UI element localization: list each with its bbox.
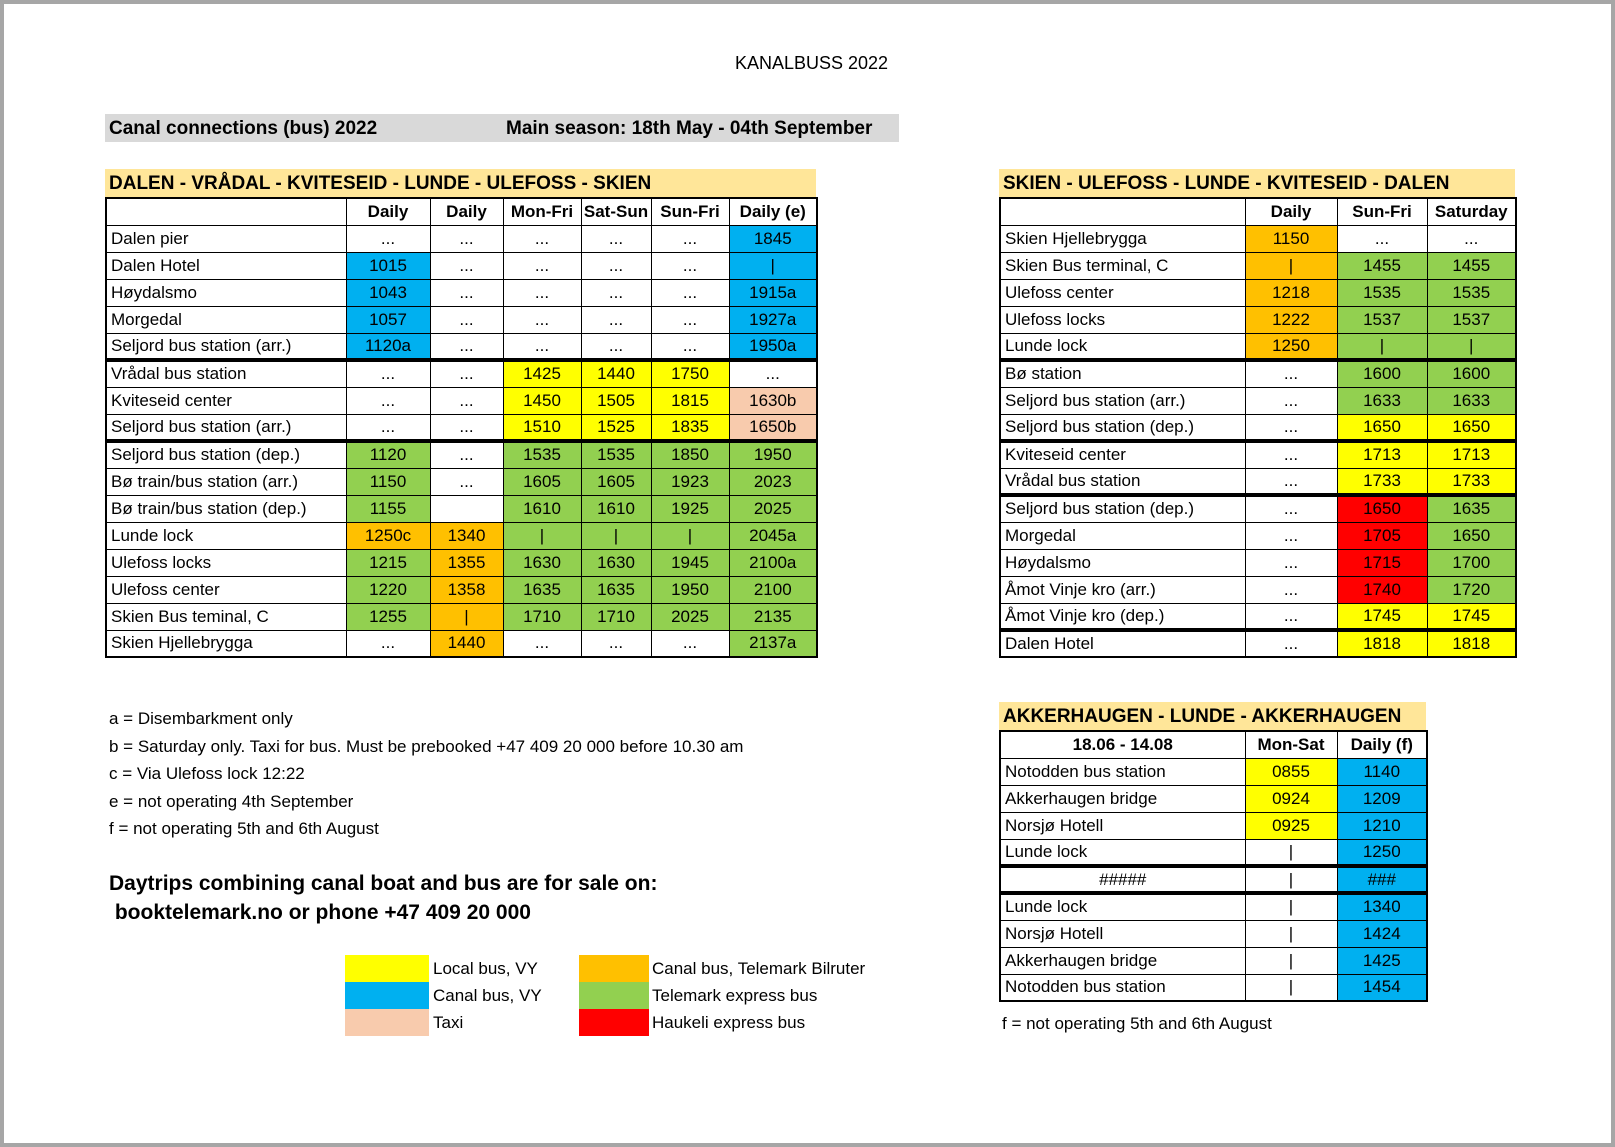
- table-row: [1000, 893, 1427, 920]
- departure-time-cell: 1713: [1337, 441, 1427, 468]
- departure-time-cell: |: [1337, 333, 1427, 360]
- table-header-row: [1000, 731, 1427, 758]
- table-row: [106, 603, 817, 630]
- departure-time-cell: 1505: [581, 387, 651, 414]
- stop-name: Lunde lock: [1000, 839, 1245, 866]
- departure-time-cell: 0855: [1245, 758, 1337, 785]
- departure-time-cell: 1700: [1427, 549, 1516, 576]
- table-row: [1000, 947, 1427, 974]
- departure-time-cell: 1455: [1337, 252, 1427, 279]
- table-row: [106, 468, 817, 495]
- departure-time-cell: 1209: [1337, 785, 1427, 812]
- departure-time-cell: ...: [1245, 549, 1337, 576]
- table-row: [1000, 974, 1427, 1001]
- departure-time-cell: ...: [430, 441, 503, 468]
- departure-time-cell: 1745: [1337, 603, 1427, 630]
- departure-time-cell: ...: [581, 333, 651, 360]
- departure-time-cell: ...: [581, 630, 651, 657]
- departure-time-cell: |: [581, 522, 651, 549]
- departure-time-cell: 1635: [581, 576, 651, 603]
- departure-time-cell: |: [651, 522, 729, 549]
- departure-time-cell: ...: [651, 225, 729, 252]
- departure-time-cell: 1850: [651, 441, 729, 468]
- departure-time-cell: 1015: [346, 252, 430, 279]
- stop-name: Kviteseid center: [106, 387, 346, 414]
- stop-name: Seljord bus station (dep.): [106, 441, 346, 468]
- departure-time-cell: ...: [651, 252, 729, 279]
- departure-time-cell: 1818: [1337, 630, 1427, 657]
- table-row: [106, 576, 817, 603]
- footnotes: [109, 705, 743, 843]
- table1-title: DALEN - VRÅDAL - KVITESEID - LUNDE - ULEFOSS - SKIEN: [109, 173, 652, 194]
- season-banner: [105, 114, 899, 142]
- departure-time-cell: 1255: [346, 603, 430, 630]
- note-c: c = Via Ulefoss lock 12:22: [109, 764, 305, 783]
- departure-time-cell: |: [729, 252, 817, 279]
- departure-time-cell: |: [503, 522, 581, 549]
- departure-time-cell: 1120: [346, 441, 430, 468]
- departure-time-cell: 1818: [1427, 630, 1516, 657]
- stop-name: Bø station: [1000, 360, 1245, 387]
- stop-name: Seljord bus station (dep.): [1000, 414, 1245, 441]
- departure-time-cell: 1745: [1427, 603, 1516, 630]
- legend-label: Canal bus, VY: [433, 986, 542, 1005]
- departure-time-cell: 2100: [729, 576, 817, 603]
- stop-name: Norsjø Hotell: [1000, 812, 1245, 839]
- stop-name: Vrådal bus station: [106, 360, 346, 387]
- table2-title: SKIEN - ULEFOSS - LUNDE - KVITESEID - DALEN: [1003, 173, 1450, 194]
- departure-time-cell: 1650: [1427, 522, 1516, 549]
- departure-time-cell: 1355: [430, 549, 503, 576]
- daytrips-line1: Daytrips combining canal boat and bus are for sale on:: [109, 872, 658, 895]
- departure-time-cell: ...: [651, 333, 729, 360]
- departure-time-cell: ...: [503, 630, 581, 657]
- departure-time-cell: 1835: [651, 414, 729, 441]
- departure-time-cell: ...: [651, 279, 729, 306]
- stop-name: #####: [1000, 866, 1245, 893]
- departure-time-cell: ...: [1245, 468, 1337, 495]
- departure-time-cell: 1210: [1337, 812, 1427, 839]
- table-row: [1000, 549, 1516, 576]
- departure-time-cell: ...: [1245, 603, 1337, 630]
- document-title: KANALBUSS 2022: [734, 53, 889, 73]
- departure-time-cell: ...: [430, 360, 503, 387]
- departure-time-cell: 1525: [581, 414, 651, 441]
- departure-time-cell: 1815: [651, 387, 729, 414]
- departure-time-cell: ...: [430, 252, 503, 279]
- table-row: [106, 252, 817, 279]
- departure-time-cell: 1635: [1427, 495, 1516, 522]
- stop-name: Bø train/bus station (arr.): [106, 468, 346, 495]
- departure-time-cell: 1633: [1427, 387, 1516, 414]
- table-row: [1000, 468, 1516, 495]
- departure-time-cell: ...: [346, 414, 430, 441]
- stop-name: Bø train/bus station (dep.): [106, 495, 346, 522]
- departure-time-cell: ...: [503, 306, 581, 333]
- stop-name: Seljord bus station (arr.): [106, 333, 346, 360]
- departure-time-cell: 1715: [1337, 549, 1427, 576]
- stop-name: Notodden bus station: [1000, 974, 1245, 1001]
- departure-time-cell: ...: [651, 306, 729, 333]
- departure-time-cell: |: [1245, 974, 1337, 1001]
- departure-time-cell: 1215: [346, 549, 430, 576]
- departure-time-cell: [430, 495, 503, 522]
- departure-time-cell: ...: [581, 252, 651, 279]
- stop-name: Notodden bus station: [1000, 758, 1245, 785]
- stop-name: Dalen Hotel: [106, 252, 346, 279]
- departure-time-cell: 1630: [503, 549, 581, 576]
- departure-time-cell: 1923: [651, 468, 729, 495]
- table3-title-bar: [999, 702, 1426, 730]
- table-row: [1000, 333, 1516, 360]
- legend-swatch-yellow: [345, 955, 429, 982]
- departure-time-cell: 1650: [1337, 495, 1427, 522]
- legend-swatch-green: [579, 982, 649, 1009]
- timetable-akkerhaugen: [999, 730, 1428, 1002]
- stop-name: Akkerhaugen bridge: [1000, 947, 1245, 974]
- table-row: [106, 333, 817, 360]
- departure-time-cell: 1630: [581, 549, 651, 576]
- table2-title-bar: [999, 169, 1515, 197]
- departure-time-cell: ...: [581, 306, 651, 333]
- departure-time-cell: ...: [1245, 576, 1337, 603]
- table-row: [106, 306, 817, 333]
- departure-time-cell: 1222: [1245, 306, 1337, 333]
- note-b: b = Saturday only. Taxi for bus. Must be prebooked +47 409 20 000 before 10.30 am: [109, 736, 744, 756]
- stop-name: Åmot Vinje kro (arr.): [1000, 576, 1245, 603]
- departure-time-cell: 1150: [1245, 225, 1337, 252]
- legend-label: Local bus, VY: [433, 959, 538, 978]
- timetable-skien-dalen: [999, 197, 1517, 658]
- departure-time-cell: |: [1245, 839, 1337, 866]
- departure-time-cell: 1740: [1337, 576, 1427, 603]
- departure-time-cell: 2137a: [729, 630, 817, 657]
- departure-time-cell: 1845: [729, 225, 817, 252]
- departure-time-cell: |: [1245, 920, 1337, 947]
- table-header-row: [1000, 198, 1516, 225]
- departure-time-cell: 1535: [503, 441, 581, 468]
- departure-time-cell: ...: [430, 414, 503, 441]
- legend-swatch-red: [579, 1009, 649, 1036]
- departure-time-cell: ...: [430, 387, 503, 414]
- table-row: [106, 630, 817, 657]
- departure-time-cell: ...: [346, 630, 430, 657]
- departure-time-cell: |: [1245, 866, 1337, 893]
- column-header: Sun-Fri: [1337, 198, 1427, 225]
- departure-time-cell: ...: [1245, 360, 1337, 387]
- departure-time-cell: ...: [729, 360, 817, 387]
- stop-name: Lunde lock: [1000, 893, 1245, 920]
- departure-time-cell: 1600: [1427, 360, 1516, 387]
- departure-time-cell: 1425: [1337, 947, 1427, 974]
- table-row: [1000, 576, 1516, 603]
- departure-time-cell: 2100a: [729, 549, 817, 576]
- departure-time-cell: 1610: [503, 495, 581, 522]
- column-header: [1000, 198, 1245, 225]
- stop-name: Seljord bus station (arr.): [1000, 387, 1245, 414]
- departure-time-cell: 2135: [729, 603, 817, 630]
- departure-time-cell: 1733: [1427, 468, 1516, 495]
- departure-time-cell: |: [1245, 947, 1337, 974]
- column-header: Mon-Fri: [503, 198, 581, 225]
- departure-time-cell: ...: [430, 333, 503, 360]
- departure-time-cell: 1537: [1427, 306, 1516, 333]
- table-header-row: [106, 198, 817, 225]
- departure-time-cell: ...: [581, 279, 651, 306]
- stop-name: Åmot Vinje kro (dep.): [1000, 603, 1245, 630]
- daytrips-notice: [109, 869, 657, 927]
- departure-time-cell: 1340: [1337, 893, 1427, 920]
- departure-time-cell: 1440: [430, 630, 503, 657]
- departure-time-cell: 1250: [1337, 839, 1427, 866]
- departure-time-cell: 1605: [581, 468, 651, 495]
- table1-title-bar: [105, 169, 816, 197]
- table-row: [106, 441, 817, 468]
- table-row: [106, 387, 817, 414]
- stop-name: Seljord bus station (dep.): [1000, 495, 1245, 522]
- departure-time-cell: 2025: [729, 495, 817, 522]
- legend-swatch-peach: [345, 1009, 429, 1036]
- legend-swatch-blue: [345, 982, 429, 1009]
- table-row: [1000, 522, 1516, 549]
- table-row: [106, 549, 817, 576]
- column-header: Sun-Fri: [651, 198, 729, 225]
- note-f: f = not operating 5th and 6th August: [109, 819, 379, 838]
- departure-time-cell: 1945: [651, 549, 729, 576]
- departure-time-cell: ...: [503, 333, 581, 360]
- table-row: [1000, 495, 1516, 522]
- legend-label: Canal bus, Telemark Bilruter: [652, 959, 866, 978]
- table-row: [1000, 387, 1516, 414]
- stop-name: Skien Bus terminal, C: [1000, 252, 1245, 279]
- departure-time-cell: ...: [1245, 630, 1337, 657]
- table-row: [1000, 785, 1427, 812]
- departure-time-cell: ...: [1427, 225, 1516, 252]
- stop-name: Høydalsmo: [1000, 549, 1245, 576]
- departure-time-cell: 1925: [651, 495, 729, 522]
- departure-time-cell: |: [1245, 252, 1337, 279]
- stop-name: Skien Bus teminal, C: [106, 603, 346, 630]
- departure-time-cell: 1633: [1337, 387, 1427, 414]
- departure-time-cell: 1535: [1337, 279, 1427, 306]
- departure-time-cell: 1750: [651, 360, 729, 387]
- departure-time-cell: |: [1245, 893, 1337, 920]
- stop-name: Lunde lock: [106, 522, 346, 549]
- column-header: Daily (e): [729, 198, 817, 225]
- departure-time-cell: ...: [503, 225, 581, 252]
- departure-time-cell: 1510: [503, 414, 581, 441]
- departure-time-cell: 1535: [1427, 279, 1516, 306]
- departure-time-cell: ...: [1245, 441, 1337, 468]
- legend-label: Taxi: [433, 1013, 464, 1032]
- departure-time-cell: 1635: [503, 576, 581, 603]
- table-row: [1000, 920, 1427, 947]
- departure-time-cell: 1720: [1427, 576, 1516, 603]
- departure-time-cell: 1950a: [729, 333, 817, 360]
- departure-time-cell: 0924: [1245, 785, 1337, 812]
- stop-name: Lunde lock: [1000, 333, 1245, 360]
- stop-name: Kviteseid center: [1000, 441, 1245, 468]
- departure-time-cell: 1450: [503, 387, 581, 414]
- column-header: [106, 198, 346, 225]
- departure-time-cell: ...: [1337, 225, 1427, 252]
- stop-name: Skien Hjellebrygga: [1000, 225, 1245, 252]
- departure-time-cell: 1440: [581, 360, 651, 387]
- stop-name: Morgedal: [1000, 522, 1245, 549]
- departure-time-cell: 1915a: [729, 279, 817, 306]
- table-row: [106, 279, 817, 306]
- column-header: 18.06 - 14.08: [1000, 731, 1245, 758]
- departure-time-cell: 1057: [346, 306, 430, 333]
- departure-time-cell: 1710: [503, 603, 581, 630]
- departure-time-cell: 1630b: [729, 387, 817, 414]
- timetable-dalen-skien: [105, 197, 818, 658]
- departure-time-cell: 1710: [581, 603, 651, 630]
- departure-time-cell: 2023: [729, 468, 817, 495]
- departure-time-cell: ...: [430, 306, 503, 333]
- departure-time-cell: 1155: [346, 495, 430, 522]
- column-header: Saturday: [1427, 198, 1516, 225]
- departure-time-cell: ...: [346, 387, 430, 414]
- stop-name: Ulefoss locks: [106, 549, 346, 576]
- departure-time-cell: 1605: [503, 468, 581, 495]
- departure-time-cell: ...: [1245, 414, 1337, 441]
- table3-title: AKKERHAUGEN - LUNDE - AKKERHAUGEN: [1003, 706, 1402, 727]
- table-row: [1000, 252, 1516, 279]
- departure-time-cell: 1425: [503, 360, 581, 387]
- table-row: [1000, 630, 1516, 657]
- column-header: Daily (f): [1337, 731, 1427, 758]
- departure-time-cell: ...: [346, 225, 430, 252]
- table-row: [1000, 225, 1516, 252]
- table-row: [1000, 360, 1516, 387]
- table3-footnote: f = not operating 5th and 6th August: [1002, 1014, 1272, 1033]
- departure-time-cell: 1220: [346, 576, 430, 603]
- departure-time-cell: 1340: [430, 522, 503, 549]
- departure-time-cell: ...: [503, 279, 581, 306]
- stop-name: Norsjø Hotell: [1000, 920, 1245, 947]
- departure-time-cell: 0925: [1245, 812, 1337, 839]
- departure-time-cell: 1600: [1337, 360, 1427, 387]
- departure-time-cell: 2045a: [729, 522, 817, 549]
- departure-time-cell: 1150: [346, 468, 430, 495]
- departure-time-cell: 1218: [1245, 279, 1337, 306]
- note-e: e = not operating 4th September: [109, 791, 354, 811]
- legend-swatch-orange: [579, 955, 649, 982]
- departure-time-cell: 1537: [1337, 306, 1427, 333]
- departure-time-cell: 1250c: [346, 522, 430, 549]
- stop-name: Dalen Hotel: [1000, 630, 1245, 657]
- departure-time-cell: ...: [1245, 387, 1337, 414]
- stop-name: Ulefoss center: [106, 576, 346, 603]
- departure-time-cell: 1650b: [729, 414, 817, 441]
- departure-time-cell: 1250: [1245, 333, 1337, 360]
- table-row: [106, 522, 817, 549]
- departure-time-cell: 1733: [1337, 468, 1427, 495]
- departure-time-cell: 1950: [729, 441, 817, 468]
- departure-time-cell: 1610: [581, 495, 651, 522]
- stop-name: Dalen pier: [106, 225, 346, 252]
- table-row: [106, 414, 817, 441]
- departure-time-cell: ...: [1245, 495, 1337, 522]
- departure-time-cell: 1705: [1337, 522, 1427, 549]
- departure-time-cell: 1043: [346, 279, 430, 306]
- table-row: [1000, 414, 1516, 441]
- departure-time-cell: 1650: [1337, 414, 1427, 441]
- departure-time-cell: ...: [346, 360, 430, 387]
- note-a: a = Disembarkment only: [109, 709, 293, 728]
- departure-time-cell: ...: [430, 468, 503, 495]
- table-row: [106, 225, 817, 252]
- stop-name: Akkerhaugen bridge: [1000, 785, 1245, 812]
- departure-time-cell: ...: [651, 630, 729, 657]
- table-row: [1000, 758, 1427, 785]
- table-row: [1000, 866, 1427, 893]
- column-header: Daily: [1245, 198, 1337, 225]
- departure-time-cell: 2025: [651, 603, 729, 630]
- stop-name: Høydalsmo: [106, 279, 346, 306]
- legend-label: Telemark express bus: [652, 986, 818, 1005]
- departure-time-cell: 1454: [1337, 974, 1427, 1001]
- daytrips-line2: booktelemark.no or phone +47 409 20 000: [109, 901, 531, 924]
- departure-time-cell: 1927a: [729, 306, 817, 333]
- departure-time-cell: 1713: [1427, 441, 1516, 468]
- column-header: Mon-Sat: [1245, 731, 1337, 758]
- table-row: [106, 360, 817, 387]
- departure-time-cell: 1424: [1337, 920, 1427, 947]
- departure-time-cell: ...: [503, 252, 581, 279]
- table-row: [1000, 306, 1516, 333]
- table-row: [1000, 279, 1516, 306]
- departure-time-cell: 1140: [1337, 758, 1427, 785]
- banner-title: Canal connections (bus) 2022: [109, 118, 378, 139]
- stop-name: Ulefoss center: [1000, 279, 1245, 306]
- stop-name: Seljord bus station (arr.): [106, 414, 346, 441]
- table-row: [1000, 812, 1427, 839]
- departure-time-cell: 1650: [1427, 414, 1516, 441]
- departure-time-cell: 1358: [430, 576, 503, 603]
- table-row: [106, 495, 817, 522]
- stop-name: Skien Hjellebrygga: [106, 630, 346, 657]
- departure-time-cell: ###: [1337, 866, 1427, 893]
- departure-time-cell: 1950: [651, 576, 729, 603]
- departure-time-cell: ...: [430, 225, 503, 252]
- departure-time-cell: ...: [1245, 522, 1337, 549]
- table-row: [1000, 839, 1427, 866]
- stop-name: Morgedal: [106, 306, 346, 333]
- banner-season: Main season: 18th May - 04th September: [506, 118, 873, 139]
- departure-time-cell: |: [1427, 333, 1516, 360]
- departure-time-cell: 1535: [581, 441, 651, 468]
- departure-time-cell: |: [430, 603, 503, 630]
- legend-label: Haukeli express bus: [652, 1013, 806, 1032]
- column-header: Sat-Sun: [581, 198, 651, 225]
- column-header: Daily: [346, 198, 430, 225]
- table-row: [1000, 441, 1516, 468]
- departure-time-cell: 1120a: [346, 333, 430, 360]
- table-row: [1000, 603, 1516, 630]
- column-header: Daily: [430, 198, 503, 225]
- departure-time-cell: ...: [581, 225, 651, 252]
- departure-time-cell: ...: [430, 279, 503, 306]
- stop-name: Ulefoss locks: [1000, 306, 1245, 333]
- departure-time-cell: 1455: [1427, 252, 1516, 279]
- stop-name: Vrådal bus station: [1000, 468, 1245, 495]
